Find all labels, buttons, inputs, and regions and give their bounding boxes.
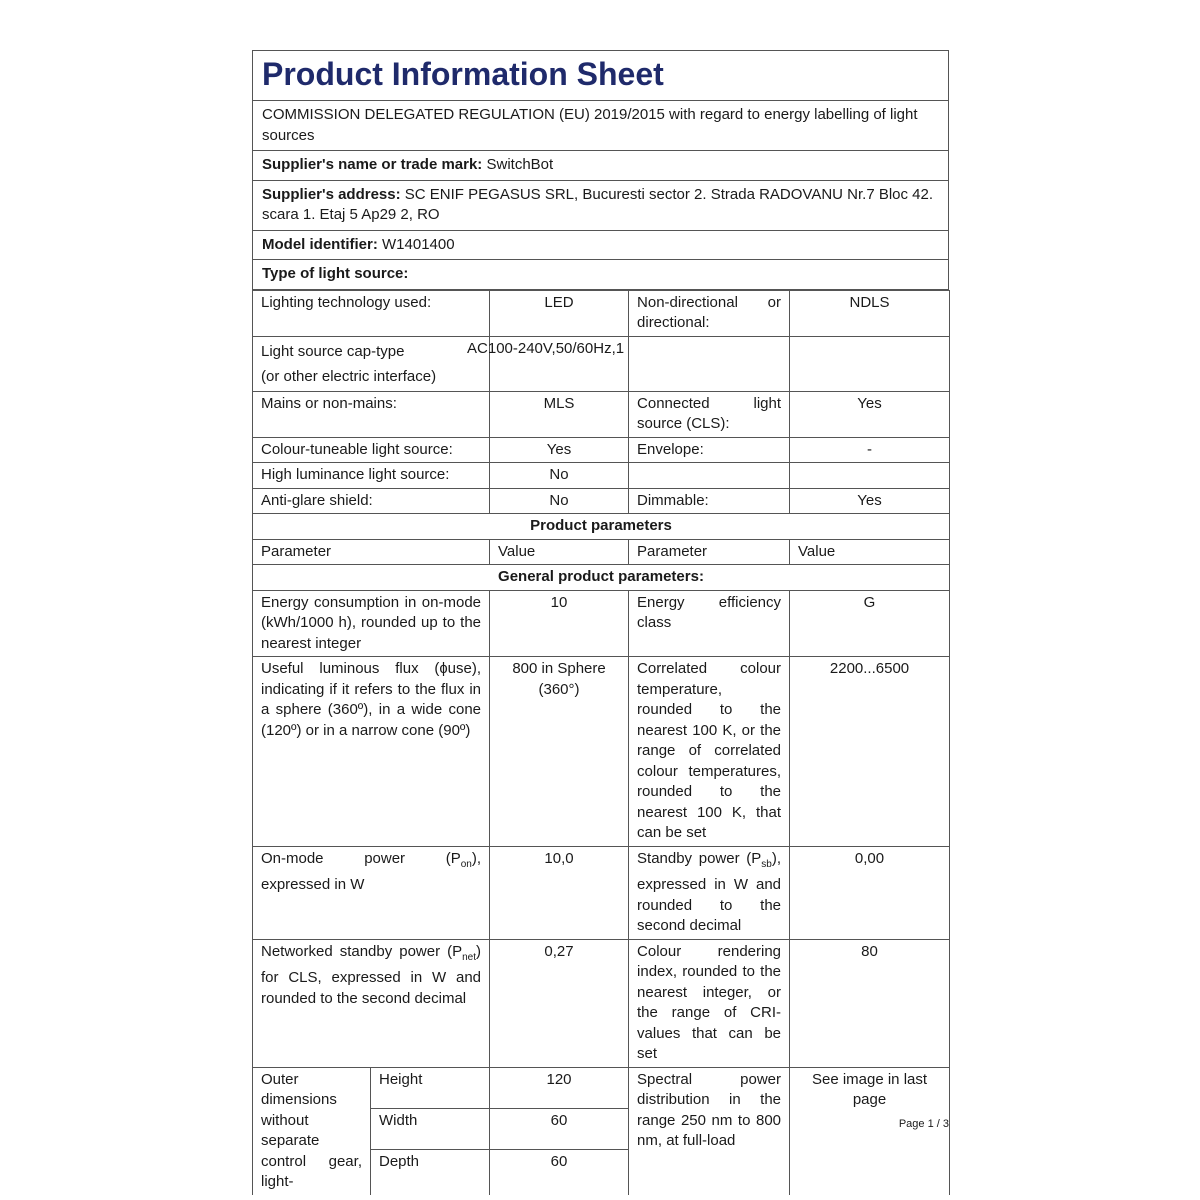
- address-row: [253, 181, 948, 231]
- table-cell: 10: [490, 590, 629, 657]
- regulation-text: COMMISSION DELEGATED REGULATION (EU) 2019/2015 with regard to energy labelling of light sources: [253, 101, 948, 151]
- column-header: Value: [490, 539, 629, 565]
- table-cell: Mains or non-mains:: [253, 391, 490, 437]
- table-cell: MLS: [490, 391, 629, 437]
- page-title: Product Information Sheet: [253, 51, 948, 101]
- cell-text: On-mode power (P: [261, 849, 461, 867]
- table-cell: Energy efficiency class: [629, 590, 790, 657]
- product-parameters-heading: Product parameters: [253, 514, 950, 540]
- address-value: SC ENIF PEGASUS SRL, Bucuresti sector 2. Strada RADOVANU Nr.7 Bloc 42. scara 1. Etaj 5 Ap29 2, RO: [262, 185, 934, 223]
- table-cell: Connected light source (CLS):: [629, 391, 790, 437]
- table-cell: Non-directional or directional:: [629, 290, 790, 336]
- table-cell: [253, 336, 490, 391]
- table-row: [253, 463, 950, 489]
- product-information-sheet: [252, 50, 949, 1195]
- dimensions-label: Outer dimensions without separate control gear, light-: [253, 1067, 371, 1195]
- spectral-distribution-label: Spectral power distribution in the range 250 nm to 800 nm, at full-load: [629, 1067, 790, 1195]
- model-label: Model identifier:: [262, 235, 378, 253]
- height-value: 120: [490, 1067, 629, 1108]
- table-cell: 80: [790, 939, 950, 1067]
- table-cell: [790, 463, 950, 489]
- cap-type-label: Light source cap-type: [261, 342, 405, 360]
- table-cell: Dimmable:: [629, 488, 790, 514]
- table-cell: Correlated colour temperature, rounded to the nearest 100 K, or the range of correlated colour temperatures, rounded to the nearest 100 K, that can be set: [629, 657, 790, 847]
- height-label: Height: [371, 1067, 490, 1108]
- table-cell: [629, 336, 790, 391]
- table-row: [253, 1067, 950, 1108]
- model-row: [253, 231, 948, 261]
- table-row: [253, 565, 950, 591]
- cap-type-sublabel: (or other electric interface): [261, 367, 437, 385]
- table-cell: 0,27: [490, 939, 629, 1067]
- table-row: [253, 939, 950, 1067]
- cell-text: ) for CLS, expressed in W and rounded to the second decimal: [261, 942, 482, 1007]
- table-cell: -: [790, 437, 950, 463]
- width-label: Width: [371, 1108, 490, 1149]
- cell-text: ), expressed in W: [261, 849, 482, 893]
- supplier-value: SwitchBot: [486, 156, 554, 173]
- table-cell: No: [490, 488, 629, 514]
- table-cell: 2200...6500: [790, 657, 950, 847]
- table-cell: G: [790, 590, 950, 657]
- parameters-table: [252, 290, 950, 1195]
- address-label: Supplier's address:: [262, 185, 401, 203]
- table-cell: 10,0: [490, 846, 629, 939]
- table-row: [253, 336, 950, 391]
- table-cell: Envelope:: [629, 437, 790, 463]
- general-parameters-heading: General product parameters:: [253, 565, 950, 591]
- width-value: 60: [490, 1108, 629, 1149]
- table-cell: 0,00: [790, 846, 950, 939]
- page-number: Page 1 / 3: [898, 1118, 949, 1130]
- table-row: [253, 657, 950, 847]
- table-cell: [629, 463, 790, 489]
- table-cell: Colour-tuneable light source:: [253, 437, 490, 463]
- cell-text: ), expressed in W and rounded to the second decimal: [637, 849, 782, 934]
- table-cell: Anti-glare shield:: [253, 488, 490, 514]
- cell-subscript: net: [462, 951, 477, 963]
- table-cell: LED: [490, 290, 629, 336]
- table-cell: [790, 336, 950, 391]
- table-cell: Yes: [790, 488, 950, 514]
- table-cell: Useful luminous flux (ɸuse), indicating if it refers to the flux in a sphere (360º), in a wide cone (120º) or in a narrow cone (90º): [253, 657, 490, 847]
- type-heading: Type of light source:: [253, 260, 948, 290]
- cell-subscript: on: [460, 858, 472, 870]
- table-row: [253, 391, 950, 437]
- supplier-label: Supplier's name or trade mark:: [262, 156, 483, 173]
- table-row: [253, 437, 950, 463]
- table-row: [253, 846, 950, 939]
- column-header: Parameter: [629, 539, 790, 565]
- depth-label: Depth: [371, 1149, 490, 1194]
- table-cell: [467, 336, 629, 391]
- column-header: Value: [790, 539, 950, 565]
- depth-value: 60: [490, 1149, 629, 1194]
- table-cell: 800 in Sphere (360°): [490, 657, 629, 847]
- spectral-distribution-value: See image in last page: [790, 1067, 950, 1195]
- column-header: Parameter: [253, 539, 490, 565]
- table-cell: Yes: [490, 437, 629, 463]
- table-row: [253, 590, 950, 657]
- table-row: [253, 488, 950, 514]
- table-row: [253, 539, 950, 565]
- cell-subscript: sb: [761, 858, 772, 870]
- table-row: [253, 514, 950, 540]
- cap-type-value: AC100-240V,50/60Hz,1: [467, 339, 625, 357]
- table-cell: NDLS: [790, 290, 950, 336]
- model-value: W1401400: [382, 235, 455, 253]
- table-cell: Colour rendering index, rounded to the nearest integer, or the range of CRI-values that can be set: [629, 939, 790, 1067]
- table-row: [253, 290, 950, 336]
- table-cell: [253, 939, 490, 1067]
- table-cell: Energy consumption in on-mode (kWh/1000 h), rounded up to the nearest integer: [253, 590, 490, 657]
- supplier-row: [253, 151, 948, 181]
- table-cell: Lighting technology used:: [253, 290, 490, 336]
- table-cell: [253, 846, 490, 939]
- table-cell: High luminance light source:: [253, 463, 490, 489]
- table-cell: [629, 846, 790, 939]
- table-cell: No: [490, 463, 629, 489]
- table-cell: Yes: [790, 391, 950, 437]
- cell-text: Networked standby power (P: [261, 942, 463, 960]
- cell-text: Standby power (P: [637, 849, 762, 867]
